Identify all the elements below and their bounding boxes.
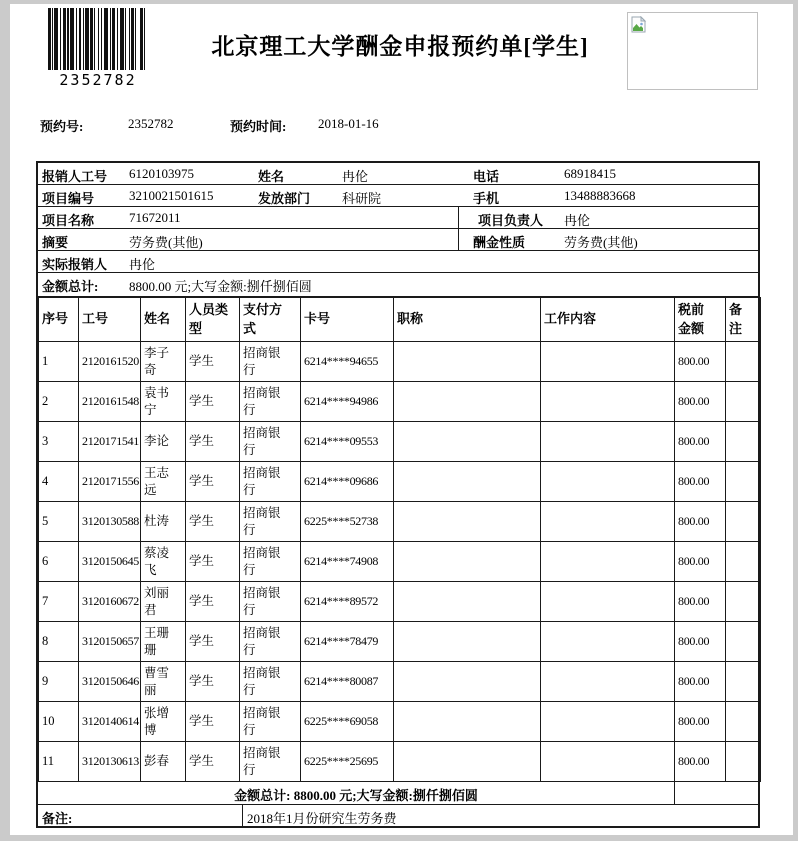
table-cell <box>541 422 675 462</box>
table-cell <box>394 582 541 622</box>
table-cell <box>726 702 761 742</box>
table-cell: 招商银行 <box>240 542 301 582</box>
table-row <box>39 502 761 542</box>
table-cell <box>394 662 541 702</box>
summary-label: 摘要 <box>42 235 69 250</box>
table-cell: 800.00 <box>675 502 726 542</box>
table-cell: 3120130588 <box>79 502 141 542</box>
table-cell: 6225****52738 <box>301 502 394 542</box>
table-cell: 2120161548 <box>79 382 141 422</box>
project-no-value: 3210021501615 <box>129 188 214 203</box>
table-row <box>39 382 761 422</box>
table-cell <box>541 342 675 382</box>
table-cell: 招商银行 <box>240 502 301 542</box>
table-cell: 学生 <box>186 582 240 622</box>
table-cell <box>541 502 675 542</box>
table-cell: 曹雪丽 <box>141 662 186 702</box>
table-cell: 6214****09686 <box>301 462 394 502</box>
table-cell <box>394 422 541 462</box>
table-header-row <box>39 298 761 342</box>
table-cell: 800.00 <box>675 742 726 782</box>
table-cell <box>541 702 675 742</box>
table-cell <box>394 342 541 382</box>
table-cell: 10 <box>39 702 79 742</box>
table-cell: 800.00 <box>675 702 726 742</box>
table-cell: 王珊珊 <box>141 622 186 662</box>
page-title: 北京理工大学酬金申报预约单[学生] <box>211 34 589 59</box>
table-cell <box>726 662 761 702</box>
table-cell: 9 <box>39 662 79 702</box>
attachment-box <box>627 12 758 90</box>
info-row-1 <box>38 163 758 185</box>
table-cell: 5 <box>39 502 79 542</box>
broken-image-icon <box>631 16 647 33</box>
table-cell: 3 <box>39 422 79 462</box>
table-cell <box>726 342 761 382</box>
table-cell: 张增博 <box>141 702 186 742</box>
table-cell: 6214****09553 <box>301 422 394 462</box>
table-cell: 2120171556 <box>79 462 141 502</box>
table-cell: 800.00 <box>675 662 726 702</box>
column-header: 工作内容 <box>541 298 675 342</box>
table-row <box>39 742 761 782</box>
actual-reimburser-value: 冉伦 <box>129 257 156 272</box>
project-no-label: 项目编号 <box>42 191 95 206</box>
info-row-total <box>38 273 758 297</box>
table-cell: 杜涛 <box>141 502 186 542</box>
table-cell: 2120161520 <box>79 342 141 382</box>
table-cell: 800.00 <box>675 422 726 462</box>
table-cell: 招商银行 <box>240 582 301 622</box>
table-row <box>39 582 761 622</box>
info-row-4 <box>38 229 758 251</box>
table-cell <box>726 542 761 582</box>
actual-reimburser-label: 实际报销人 <box>42 257 108 272</box>
table-cell <box>394 622 541 662</box>
table-cell <box>726 582 761 622</box>
table-cell <box>394 702 541 742</box>
cell-divider <box>674 782 675 804</box>
table-row <box>39 542 761 582</box>
table-cell <box>394 382 541 422</box>
table-cell: 李论 <box>141 422 186 462</box>
table-cell <box>541 382 675 422</box>
table-cell <box>541 582 675 622</box>
name-value: 冉伦 <box>342 169 369 184</box>
phone-label: 电话 <box>473 169 500 184</box>
column-header: 人员类型 <box>186 298 240 342</box>
column-header: 税前金额 <box>675 298 726 342</box>
table-cell: 6214****78479 <box>301 622 394 662</box>
payee-table-body <box>39 342 761 782</box>
project-leader-label: 项目负责人 <box>478 213 544 228</box>
payee-table <box>38 297 761 782</box>
table-cell <box>394 542 541 582</box>
info-row-2 <box>38 185 758 207</box>
column-header: 备注 <box>726 298 761 342</box>
table-row <box>39 342 761 382</box>
table-cell <box>726 622 761 662</box>
table-cell: 800.00 <box>675 542 726 582</box>
remuneration-type-label: 酬金性质 <box>473 235 526 250</box>
table-cell: 3120150657 <box>79 622 141 662</box>
table-cell <box>726 462 761 502</box>
table-cell: 6214****80087 <box>301 662 394 702</box>
table-cell: 3120150645 <box>79 542 141 582</box>
reservation-time-label: 预约时间: <box>230 119 287 134</box>
table-cell: 6225****69058 <box>301 702 394 742</box>
table-cell: 6214****94986 <box>301 382 394 422</box>
table-cell: 8 <box>39 622 79 662</box>
table-row <box>39 462 761 502</box>
remark-row <box>38 805 758 826</box>
table-cell: 6214****74908 <box>301 542 394 582</box>
department-label: 发放部门 <box>258 191 311 206</box>
reservation-row <box>0 116 798 134</box>
barcode-value: 2352782 <box>59 71 137 89</box>
table-cell: 袁书宁 <box>141 382 186 422</box>
project-name-label: 项目名称 <box>42 213 95 228</box>
table-cell <box>726 742 761 782</box>
phone-value: 68918415 <box>564 166 616 181</box>
table-cell: 800.00 <box>675 342 726 382</box>
table-cell: 学生 <box>186 462 240 502</box>
table-cell: 学生 <box>186 622 240 662</box>
barcode-bars <box>48 8 148 70</box>
table-cell: 800.00 <box>675 622 726 662</box>
name-label: 姓名 <box>258 169 285 184</box>
table-cell: 招商银行 <box>240 742 301 782</box>
table-cell <box>541 462 675 502</box>
reservation-no-label: 预约号: <box>40 119 84 134</box>
total-row-text: 金额总计: 8800.00 元;大写金额:捌仟捌佰圆 <box>234 788 478 803</box>
table-cell: 李子奇 <box>141 342 186 382</box>
project-leader-value: 冉伦 <box>564 213 591 228</box>
remuneration-type-value: 劳务费(其他) <box>564 235 638 250</box>
column-header: 序号 <box>39 298 79 342</box>
project-name-value: 71672011 <box>129 210 181 225</box>
table-cell: 800.00 <box>675 382 726 422</box>
table-cell <box>541 542 675 582</box>
column-header: 支付方式 <box>240 298 301 342</box>
table-cell: 800.00 <box>675 462 726 502</box>
table-cell: 3120140614 <box>79 702 141 742</box>
barcode <box>48 8 148 89</box>
table-cell: 学生 <box>186 742 240 782</box>
table-cell: 学生 <box>186 662 240 702</box>
table-cell: 招商银行 <box>240 342 301 382</box>
table-cell <box>726 382 761 422</box>
cell-divider <box>458 207 459 228</box>
table-cell: 7 <box>39 582 79 622</box>
table-cell: 3120150646 <box>79 662 141 702</box>
table-cell <box>541 742 675 782</box>
mobile-label: 手机 <box>473 191 500 206</box>
column-header: 姓名 <box>141 298 186 342</box>
table-row <box>39 622 761 662</box>
remark-value: 2018年1月份研究生劳务费 <box>242 805 758 826</box>
column-header: 卡号 <box>301 298 394 342</box>
table-cell <box>394 462 541 502</box>
info-row-3 <box>38 207 758 229</box>
table-cell: 6214****94655 <box>301 342 394 382</box>
table-cell: 4 <box>39 462 79 502</box>
column-header: 工号 <box>79 298 141 342</box>
table-cell: 800.00 <box>675 582 726 622</box>
reservation-no-value: 2352782 <box>128 116 174 131</box>
table-cell: 学生 <box>186 502 240 542</box>
table-cell: 2120171541 <box>79 422 141 462</box>
table-cell: 王志远 <box>141 462 186 502</box>
table-cell: 招商银行 <box>240 662 301 702</box>
table-row <box>39 422 761 462</box>
amount-total-label: 金额总计: <box>42 279 99 294</box>
table-cell: 11 <box>39 742 79 782</box>
remark-label: 备注: <box>42 811 73 826</box>
table-cell: 招商银行 <box>240 462 301 502</box>
table-cell: 1 <box>39 342 79 382</box>
table-cell: 学生 <box>186 382 240 422</box>
table-cell: 学生 <box>186 542 240 582</box>
table-cell <box>394 742 541 782</box>
table-row <box>39 662 761 702</box>
table-cell: 招商银行 <box>240 702 301 742</box>
table-cell: 2 <box>39 382 79 422</box>
table-cell: 学生 <box>186 702 240 742</box>
table-cell <box>541 662 675 702</box>
table-cell: 6214****89572 <box>301 582 394 622</box>
employee-id-label: 报销人工号 <box>42 169 108 184</box>
table-cell: 3120160672 <box>79 582 141 622</box>
table-cell <box>726 422 761 462</box>
employee-id-value: 6120103975 <box>129 166 194 181</box>
table-cell: 6225****25695 <box>301 742 394 782</box>
cell-divider <box>458 229 459 250</box>
summary-value: 劳务费(其他) <box>129 235 203 250</box>
document-box <box>36 161 760 828</box>
table-cell: 学生 <box>186 422 240 462</box>
table-cell: 招商银行 <box>240 622 301 662</box>
table-cell: 招商银行 <box>240 382 301 422</box>
table-cell: 6 <box>39 542 79 582</box>
table-cell: 3120130613 <box>79 742 141 782</box>
amount-total-value: 8800.00 元;大写金额:捌仟捌佰圆 <box>129 279 312 294</box>
info-row-5 <box>38 251 758 273</box>
mobile-value: 13488883668 <box>564 188 636 203</box>
department-value: 科研院 <box>342 191 382 206</box>
table-cell: 招商银行 <box>240 422 301 462</box>
table-cell <box>541 622 675 662</box>
table-cell <box>394 502 541 542</box>
total-row <box>38 782 758 805</box>
table-row <box>39 702 761 742</box>
table-cell <box>726 502 761 542</box>
table-cell: 刘丽君 <box>141 582 186 622</box>
reservation-time-value: 2018-01-16 <box>318 116 379 131</box>
table-cell: 彭春 <box>141 742 186 782</box>
table-cell: 学生 <box>186 342 240 382</box>
column-header: 职称 <box>394 298 541 342</box>
table-cell: 蔡凌飞 <box>141 542 186 582</box>
